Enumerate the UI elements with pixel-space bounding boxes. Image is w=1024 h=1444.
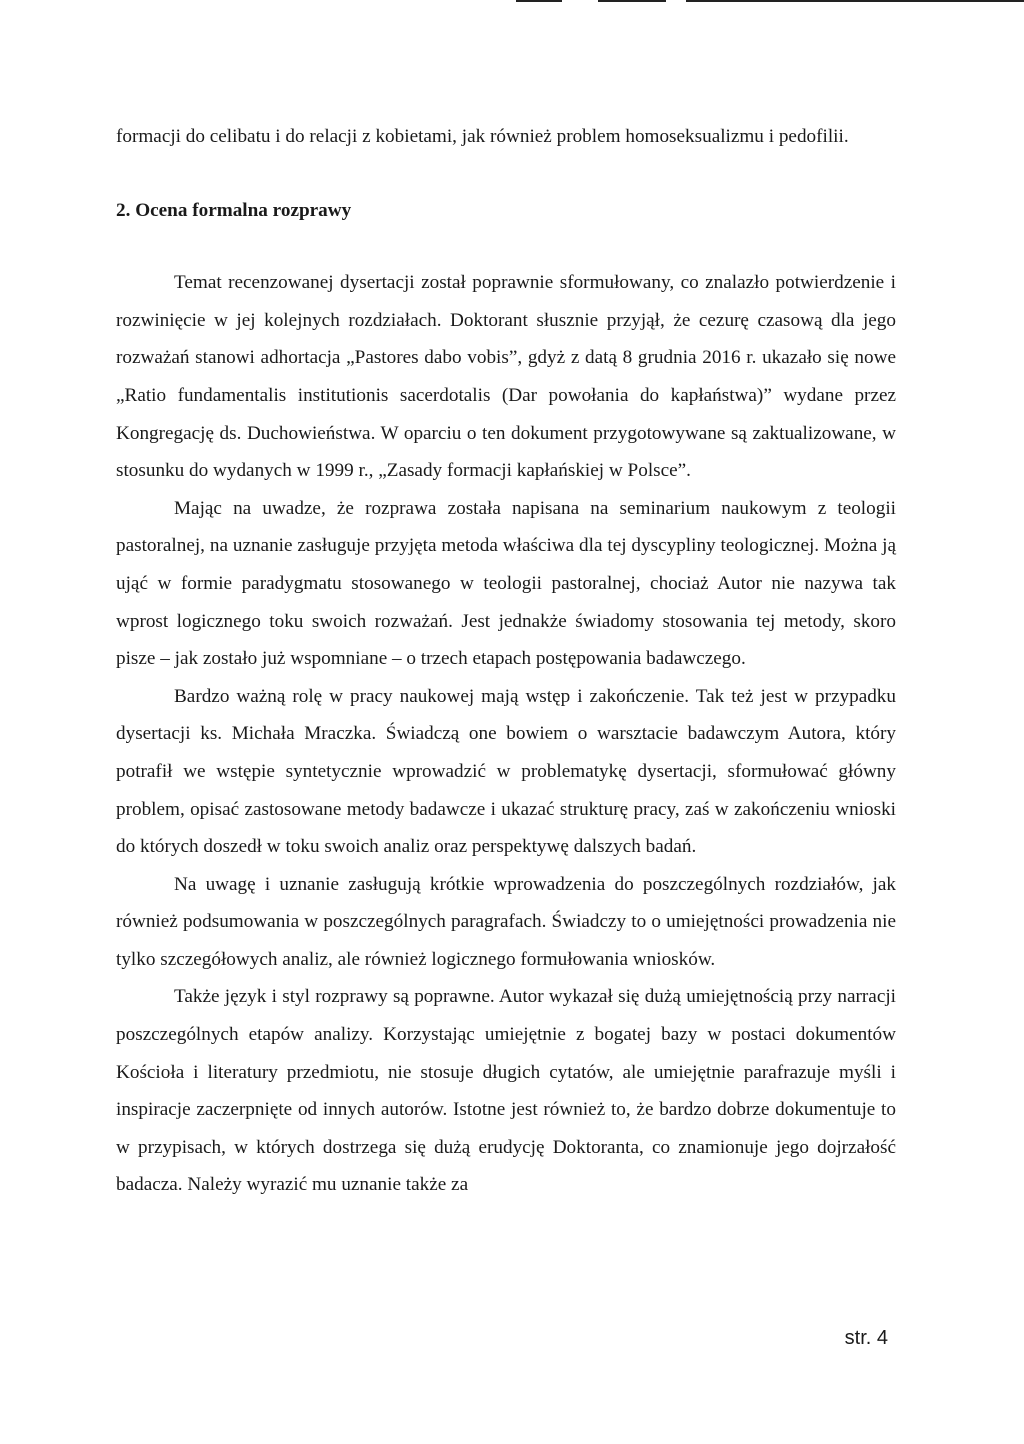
section-heading: 2. Ocena formalna rozprawy [116, 199, 352, 221]
scan-edge-line [598, 0, 666, 2]
scan-edge-line [686, 0, 1024, 2]
paragraph-method: Mając na uwadze, że rozprawa została napisana na seminarium naukowym z teologii pastoralnej, na uznanie zasługuje przyjęta metoda właściwa dla tej dyscypliny teologicznej. Można ją ująć w formie paradygmatu stosowanego w teologii pastoralnej, chociaż Autor nie nazywa tak wprost logicznego toku swoich rozważań. Jest jednakże świadomy stosowania tej metody, skoro pisze – jak zostało już wspomniane – o trzech etapach postępowania badawczego. [116, 497, 896, 670]
paragraph-chapter-summaries: Na uwagę i uznanie zasługują krótkie wprowadzenia do poszczególnych rozdziałów, jak również podsumowania w poszczególnych paragrafach. Świadczy to o umiejętności prowadzenia nie tylko szczegółowych analiz, ale również logicznego formułowania wniosków. [116, 873, 896, 970]
paragraph-language-style: Także język i styl rozprawy są poprawne. Autor wykazał się dużą umiejętnością przy narracji poszczególnych etapów analizy. Korzystając umiejętnie z bogatej bazy w postaci dokumentów Kościoła i literatury przedmiotu, nie stosuje długich cytatów, ale umiejętnie parafrazuje myśli i inspiracje zaczerpnięte od innych autorów. Istotne jest również to, że bardzo dobrze dokumentuje to w przypisach, w których dostrzega się dużą erudycję Doktoranta, co znamionuje jego dojrzałość badacza. Należy wyrazić mu uznanie także za [116, 986, 896, 1196]
page-number: str. 4 [844, 1327, 888, 1349]
paragraph-topic: Temat recenzowanej dysertacji został poprawnie sformułowany, co znalazło potwierdzenie i rozwinięcie w jej kolejnych rozdziałach. Doktorant słusznie przyjął, że cezurę czasową dla jego rozważań stanowi adhortacja „Pastores dabo vobis”, gdyż z datą 8 grudnia 2016 r. ukazało się nowe „Ratio fundamentalis institutionis sacerdotalis (Dar powołania do kapłaństwa)” wydane przez Kongregację ds. Duchowieństwa. W oparciu o ten dokument przygotowywane są zaktualizowane, w stosunku do wydanych w 1999 r., „Zasady formacji kapłańskiej w Polsce”. [116, 272, 896, 482]
scan-edge-line [516, 0, 562, 2]
intro-continuation-paragraph: formacji do celibatu i do relacji z kobietami, jak również problem homoseksualizmu i pedofilii. [116, 126, 849, 147]
document-page [116, 118, 896, 1204]
paragraph-intro-conclusion: Bardzo ważną rolę w pracy naukowej mają wstęp i zakończenie. Tak też jest w przypadku dysertacji ks. Michała Mraczka. Świadczą one bowiem o warsztacie badawczym Autora, który potrafił we wstępie syntetycznie wprowadzić w problematykę dysertacji, sformułować główny problem, opisać zastosowane metody badawcze i ukazać strukturę pracy, zaś w zakończeniu wnioski do których doszedł w toku swoich analiz oraz perspektywę dalszych badań. [116, 685, 896, 858]
